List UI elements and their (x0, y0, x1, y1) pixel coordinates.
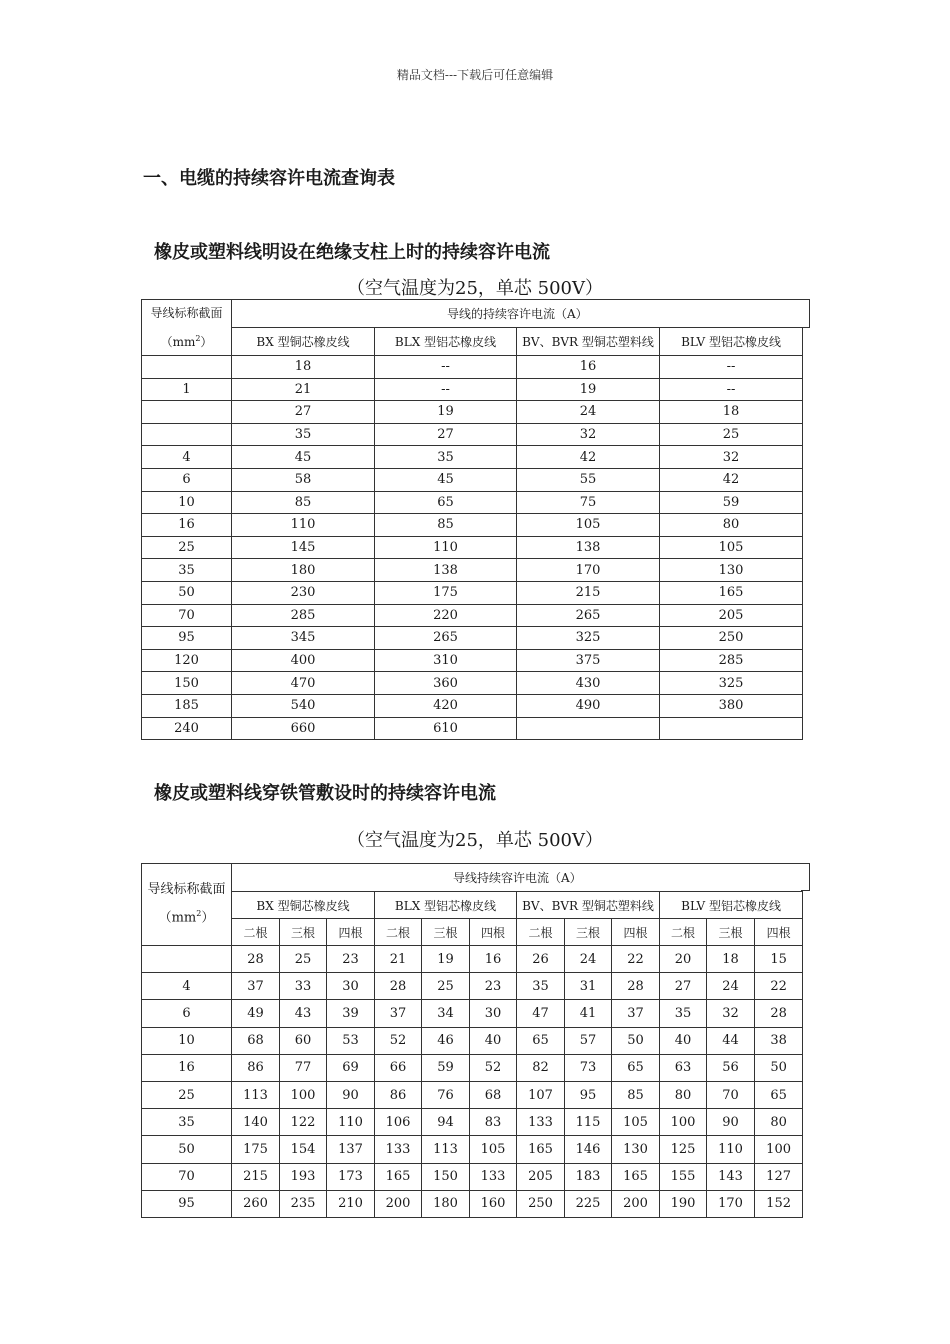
table2-subcolumn-header: 四根 (755, 919, 803, 946)
table-row (142, 468, 803, 491)
table-cell: 165 (375, 1163, 422, 1190)
table-cell: 76 (422, 1081, 470, 1108)
table-cell: 10 (142, 491, 232, 514)
table-cell: -- (375, 378, 517, 401)
table-cell: 4 (142, 446, 232, 469)
table-cell: 50 (755, 1054, 803, 1081)
table-cell: 165 (660, 581, 803, 604)
table-cell: 660 (232, 717, 375, 740)
table-cell: 70 (142, 604, 232, 627)
table-cell: 490 (517, 694, 660, 717)
table-cell: 180 (422, 1190, 470, 1217)
table-cell: 85 (612, 1081, 660, 1108)
table-cell: 105 (612, 1109, 660, 1136)
table-row (142, 536, 803, 559)
table2-group-column-header: BLX 型铝芯橡皮线 (375, 892, 517, 919)
table-cell: 130 (660, 559, 803, 582)
table-cell: 180 (232, 559, 375, 582)
table2 (141, 863, 803, 1218)
table-cell: 35 (142, 1109, 232, 1136)
table-cell: 83 (470, 1109, 517, 1136)
table-row (142, 1081, 803, 1108)
table-cell: 4 (142, 973, 232, 1000)
table-cell: 250 (660, 627, 803, 650)
table-cell: 85 (232, 491, 375, 514)
table-cell: 205 (517, 1163, 565, 1190)
table-cell: 25 (142, 1081, 232, 1108)
table-cell: 26 (517, 946, 565, 973)
table-cell: -- (660, 356, 803, 379)
table-cell: 375 (517, 649, 660, 672)
table2-subcolumn-header: 二根 (375, 919, 422, 946)
table-cell: 110 (375, 536, 517, 559)
table-cell: 37 (612, 1000, 660, 1027)
table-cell: 65 (517, 1027, 565, 1054)
table-cell: 170 (517, 559, 660, 582)
table-cell: 250 (517, 1190, 565, 1217)
table1-col0-header-line1: 导线标称截面 (150, 306, 223, 320)
table-row (142, 356, 803, 379)
table-cell: 122 (280, 1109, 327, 1136)
table-cell: 113 (232, 1081, 280, 1108)
table-cell: 155 (660, 1163, 707, 1190)
table-cell: 15 (755, 946, 803, 973)
table-cell: 69 (327, 1054, 375, 1081)
table-cell: 190 (660, 1190, 707, 1217)
table-cell: 35 (660, 1000, 707, 1027)
table-cell: 86 (375, 1081, 422, 1108)
table-cell: 110 (327, 1109, 375, 1136)
table-row (142, 694, 803, 717)
table-cell: 18 (707, 946, 755, 973)
table-cell: 400 (232, 649, 375, 672)
table-cell: 146 (565, 1136, 612, 1163)
table-cell: 133 (517, 1109, 565, 1136)
table-cell: 35 (232, 423, 375, 446)
table-cell: 215 (232, 1163, 280, 1190)
table-row (142, 649, 803, 672)
table-cell: 60 (280, 1027, 327, 1054)
table-cell: 185 (142, 694, 232, 717)
table-cell: 65 (755, 1081, 803, 1108)
table-row (142, 446, 803, 469)
table-cell: 34 (422, 1000, 470, 1027)
table-cell: 22 (755, 973, 803, 1000)
table-cell: 220 (375, 604, 517, 627)
table-row (142, 559, 803, 582)
table-row (142, 604, 803, 627)
table2-group-column-header: BX 型铜芯橡皮线 (232, 892, 375, 919)
table-cell: 49 (232, 1000, 280, 1027)
table-cell: 23 (470, 973, 517, 1000)
table-cell: 360 (375, 672, 517, 695)
table-cell (142, 946, 232, 973)
table-row (142, 717, 803, 740)
table-cell: 325 (517, 627, 660, 650)
table-cell: 265 (517, 604, 660, 627)
table-cell: 27 (660, 973, 707, 1000)
table2-subcolumn-header: 二根 (517, 919, 565, 946)
table-cell: 25 (280, 946, 327, 973)
table-cell: 470 (232, 672, 375, 695)
table-cell: 230 (232, 581, 375, 604)
table-cell: 110 (232, 514, 375, 537)
table-cell: 145 (232, 536, 375, 559)
table-cell: 19 (517, 378, 660, 401)
table-cell: 540 (232, 694, 375, 717)
table-cell: 6 (142, 1000, 232, 1027)
table-cell: 24 (565, 946, 612, 973)
table-cell: 127 (755, 1163, 803, 1190)
table-cell: 35 (142, 559, 232, 582)
table-cell: 58 (232, 468, 375, 491)
table1-col0-header-line2: $(mm^2)$ (160, 334, 213, 349)
table-cell: 73 (565, 1054, 612, 1081)
table-cell: 210 (327, 1190, 375, 1217)
table-cell: 95 (565, 1081, 612, 1108)
table-cell (517, 717, 660, 740)
table2-subcolumn-header: 三根 (280, 919, 327, 946)
table-cell: 50 (612, 1027, 660, 1054)
table-cell: 37 (375, 1000, 422, 1027)
table-cell: 41 (565, 1000, 612, 1027)
table1-subtitle: （空气温度为25，单芯 500V） (347, 278, 603, 299)
table-cell: 45 (232, 446, 375, 469)
table-cell: 6 (142, 468, 232, 491)
table2-col0-header-line1: 导线标称截面 (147, 882, 226, 898)
table1-column-header: BX 型铜芯橡皮线 (232, 328, 375, 356)
table-row (142, 401, 803, 424)
table-cell: 150 (422, 1163, 470, 1190)
table-cell: 65 (612, 1054, 660, 1081)
table-cell: 205 (660, 604, 803, 627)
table-cell: 100 (280, 1081, 327, 1108)
table-cell: 215 (517, 581, 660, 604)
table-cell: 143 (707, 1163, 755, 1190)
table-cell: 32 (660, 446, 803, 469)
table-row (142, 514, 803, 537)
table-cell: 200 (612, 1190, 660, 1217)
table-cell: 25 (660, 423, 803, 446)
table-cell: 56 (707, 1054, 755, 1081)
table-cell (660, 717, 803, 740)
table-cell: 430 (517, 672, 660, 695)
table2-col0-header-line2: $(mm^2)$ (158, 909, 215, 926)
table1-group-header: 导线的持续容许电流（A） (232, 300, 803, 328)
table-cell: 42 (517, 446, 660, 469)
table2-subcolumn-header: 四根 (612, 919, 660, 946)
table-cell: 125 (660, 1136, 707, 1163)
table2-group-column-header: BLV 型铝芯橡皮线 (660, 892, 803, 919)
table-cell: 133 (470, 1163, 517, 1190)
table-cell: 46 (422, 1027, 470, 1054)
table-cell: 225 (565, 1190, 612, 1217)
table-cell: 75 (517, 491, 660, 514)
table-cell: 25 (142, 536, 232, 559)
table-cell: 80 (755, 1109, 803, 1136)
table-cell: 50 (142, 1136, 232, 1163)
table-cell: 285 (660, 649, 803, 672)
table-cell: 77 (280, 1054, 327, 1081)
table-row (142, 1190, 803, 1217)
table-cell: 52 (470, 1054, 517, 1081)
table-row (142, 1027, 803, 1054)
table-row (142, 423, 803, 446)
table-cell: 30 (470, 1000, 517, 1027)
table-cell: 50 (142, 581, 232, 604)
table-cell: 19 (375, 401, 517, 424)
table-cell: 24 (707, 973, 755, 1000)
table-cell: 40 (660, 1027, 707, 1054)
table-cell: 25 (422, 973, 470, 1000)
table-cell: 18 (232, 356, 375, 379)
table-row (142, 581, 803, 604)
table-cell: 260 (232, 1190, 280, 1217)
table-cell: 110 (707, 1136, 755, 1163)
table-cell: 325 (660, 672, 803, 695)
table-cell: 115 (565, 1109, 612, 1136)
table-cell: 240 (142, 717, 232, 740)
table-cell: 16 (142, 1054, 232, 1081)
table-cell: 175 (375, 581, 517, 604)
table-row (142, 973, 803, 1000)
table-cell: 80 (660, 1081, 707, 1108)
table-cell: 86 (232, 1054, 280, 1081)
table2-title: 橡皮或塑料线穿铁管敷设时的持续容许电流 (154, 783, 496, 804)
table-cell: 30 (327, 973, 375, 1000)
table-row (142, 627, 803, 650)
table-cell: 55 (517, 468, 660, 491)
table-cell: 16 (142, 514, 232, 537)
table-cell: 107 (517, 1081, 565, 1108)
table-cell: 265 (375, 627, 517, 650)
table-cell: 59 (660, 491, 803, 514)
table-cell: 105 (660, 536, 803, 559)
table-cell: 150 (142, 672, 232, 695)
table1 (141, 299, 803, 740)
table2-subcolumn-header: 三根 (422, 919, 470, 946)
table-cell: 23 (327, 946, 375, 973)
table-cell: 47 (517, 1000, 565, 1027)
table2-subcolumn-header: 四根 (327, 919, 375, 946)
table-cell (142, 401, 232, 424)
table-cell: 285 (232, 604, 375, 627)
table-cell: 38 (755, 1027, 803, 1054)
table-cell: 113 (422, 1136, 470, 1163)
table-row (142, 1109, 803, 1136)
table-cell: 31 (565, 973, 612, 1000)
table-cell: 380 (660, 694, 803, 717)
table-row (142, 1163, 803, 1190)
table-cell: 10 (142, 1027, 232, 1054)
table-cell: 183 (565, 1163, 612, 1190)
table-cell: 173 (327, 1163, 375, 1190)
table-cell (142, 423, 232, 446)
table-cell: 165 (517, 1136, 565, 1163)
table-cell: 18 (660, 401, 803, 424)
table2-subtitle: （空气温度为25，单芯 500V） (347, 830, 603, 851)
table1-column-header: BLX 型铝芯橡皮线 (375, 328, 517, 356)
table-cell: 138 (517, 536, 660, 559)
table-cell: 44 (707, 1027, 755, 1054)
table-cell: 37 (232, 973, 280, 1000)
table1-col0-header (142, 300, 232, 356)
table-cell: 95 (142, 627, 232, 650)
table1-column-header: BLV 型铝芯橡皮线 (660, 328, 803, 356)
table-cell: 95 (142, 1190, 232, 1217)
table-cell: 170 (707, 1190, 755, 1217)
table-cell: 138 (375, 559, 517, 582)
section-title: 一、电缆的持续容许电流查询表 (143, 168, 395, 189)
table-cell: 28 (232, 946, 280, 973)
table-cell: 175 (232, 1136, 280, 1163)
table-cell: 160 (470, 1190, 517, 1217)
table-row (142, 1054, 803, 1081)
table-cell: 154 (280, 1136, 327, 1163)
table-row (142, 672, 803, 695)
table-cell: 24 (517, 401, 660, 424)
table-cell: 21 (375, 946, 422, 973)
table-cell: 27 (375, 423, 517, 446)
table-row (142, 491, 803, 514)
table-cell: 94 (422, 1109, 470, 1136)
table-cell: 28 (375, 973, 422, 1000)
table2-subcolumn-header: 四根 (470, 919, 517, 946)
table-cell: 90 (707, 1109, 755, 1136)
table-cell: 33 (280, 973, 327, 1000)
table-cell: -- (660, 378, 803, 401)
table2-subcolumn-header: 二根 (232, 919, 280, 946)
table-cell: 152 (755, 1190, 803, 1217)
table2-subcolumn-header: 二根 (660, 919, 707, 946)
table-cell: 137 (327, 1136, 375, 1163)
table-cell: 63 (660, 1054, 707, 1081)
table1-title: 橡皮或塑料线明设在绝缘支柱上时的持续容许电流 (154, 242, 550, 263)
table-cell: 39 (327, 1000, 375, 1027)
table-cell: 193 (280, 1163, 327, 1190)
table-cell: 140 (232, 1109, 280, 1136)
table-cell: 106 (375, 1109, 422, 1136)
table-cell: 105 (517, 514, 660, 537)
table-cell: 66 (375, 1054, 422, 1081)
table-cell: 16 (470, 946, 517, 973)
table-cell (142, 356, 232, 379)
page-header: 精品文档---下载后可任意编辑 (396, 68, 554, 82)
table2-group-header: 导线持续容许电流（A） (232, 864, 803, 892)
table-cell: 610 (375, 717, 517, 740)
table-cell: 130 (612, 1136, 660, 1163)
table-cell: 200 (375, 1190, 422, 1217)
table-cell: 32 (707, 1000, 755, 1027)
table-cell: 28 (755, 1000, 803, 1027)
table2-col0-header (142, 864, 232, 946)
table-cell: 1 (142, 378, 232, 401)
table-cell: 82 (517, 1054, 565, 1081)
table-cell: 105 (470, 1136, 517, 1163)
table-cell: 68 (470, 1081, 517, 1108)
table-cell: 32 (517, 423, 660, 446)
table-cell: 80 (660, 514, 803, 537)
table-cell: 43 (280, 1000, 327, 1027)
table2-group-column-header: BV、BVR 型铜芯塑料线 (517, 892, 660, 919)
table-cell: 310 (375, 649, 517, 672)
table-cell: 70 (142, 1163, 232, 1190)
table2-subcolumn-header: 三根 (565, 919, 612, 946)
table-cell: 21 (232, 378, 375, 401)
table-cell: 420 (375, 694, 517, 717)
table-cell: 85 (375, 514, 517, 537)
table-cell: 90 (327, 1081, 375, 1108)
table-cell: 65 (375, 491, 517, 514)
table-row (142, 378, 803, 401)
table-cell: 68 (232, 1027, 280, 1054)
table-cell: 345 (232, 627, 375, 650)
table-cell: 40 (470, 1027, 517, 1054)
table-cell: 22 (612, 946, 660, 973)
table-cell: 100 (660, 1109, 707, 1136)
table-cell: 16 (517, 356, 660, 379)
table-row (142, 1000, 803, 1027)
table2-subcolumn-header: 三根 (707, 919, 755, 946)
table-cell: 120 (142, 649, 232, 672)
table1-column-header: BV、BVR 型铜芯塑料线 (517, 328, 660, 356)
table-row (142, 1136, 803, 1163)
table-cell: 100 (755, 1136, 803, 1163)
table-cell: 235 (280, 1190, 327, 1217)
table-cell: 52 (375, 1027, 422, 1054)
table-row (142, 946, 803, 973)
table-cell: 45 (375, 468, 517, 491)
table-cell: 165 (612, 1163, 660, 1190)
table-cell: 20 (660, 946, 707, 973)
table-cell: 42 (660, 468, 803, 491)
table-cell: 59 (422, 1054, 470, 1081)
table-cell: 57 (565, 1027, 612, 1054)
table-cell: 27 (232, 401, 375, 424)
table-cell: 133 (375, 1136, 422, 1163)
table-cell: 35 (517, 973, 565, 1000)
table-cell: 19 (422, 946, 470, 973)
table-cell: 35 (375, 446, 517, 469)
table-cell: 28 (612, 973, 660, 1000)
table-cell: -- (375, 356, 517, 379)
table-cell: 53 (327, 1027, 375, 1054)
table-cell: 70 (707, 1081, 755, 1108)
